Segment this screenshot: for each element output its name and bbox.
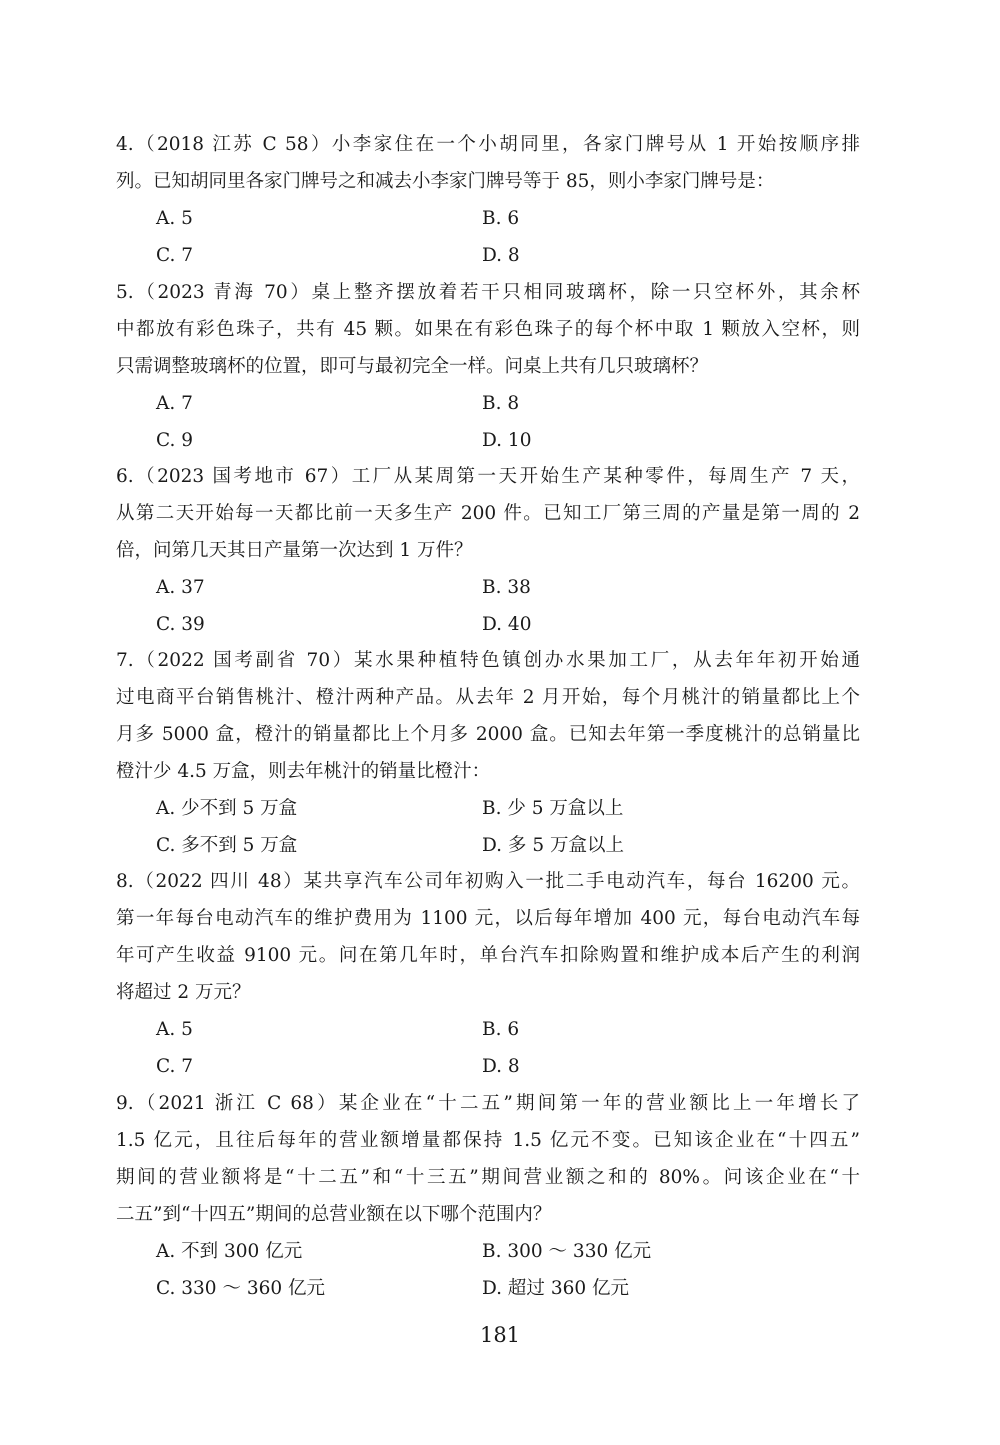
option-a: A. 5 xyxy=(156,1019,193,1040)
option-d: D. 8 xyxy=(482,1056,520,1077)
answer-options xyxy=(116,569,860,643)
option-a: A. 不到 300 亿元 xyxy=(156,1241,303,1262)
question-stem-line: 4.（2018 江苏 C 58）小李家住在一个小胡同里，各家门牌号从 1 开始按顺序排 xyxy=(116,134,860,155)
question-7 xyxy=(116,642,860,864)
option-a: A. 37 xyxy=(156,577,205,598)
question-5 xyxy=(116,274,860,459)
question-stem-line: 中都放有彩色珠子，共有 45 颗。如果在有彩色珠子的每个杯中取 1 颗放入空杯，则 xyxy=(116,319,860,340)
option-d: D. 40 xyxy=(482,614,532,635)
question-4 xyxy=(116,126,860,274)
question-stem-line: 列。已知胡同里各家门牌号之和减去小李家门牌号等于 85，则小李家门牌号是： xyxy=(116,171,775,192)
question-9 xyxy=(116,1085,860,1307)
option-a: A. 7 xyxy=(156,393,193,414)
question-stem-line: 年可产生收益 9100 元。问在第几年时，单台汽车扣除购置和维护成本后产生的利润 xyxy=(116,945,860,966)
question-6 xyxy=(116,458,860,643)
answer-options xyxy=(116,790,860,864)
option-a: A. 少不到 5 万盒 xyxy=(156,798,298,819)
answer-options xyxy=(116,200,860,274)
answer-options xyxy=(116,1233,860,1307)
question-8 xyxy=(116,863,860,1085)
question-stem-line: 9.（2021 浙江 C 68）某企业在“十二五”期间第一年的营业额比上一年增长了 xyxy=(116,1093,860,1114)
question-stem-line: 5.（2023 青海 70）桌上整齐摆放着若干只相同玻璃杯，除一只空杯外，其余杯 xyxy=(116,282,860,303)
option-b: B. 少 5 万盒以上 xyxy=(482,798,624,819)
option-c: C. 9 xyxy=(156,430,194,451)
option-c: C. 330 ～ 360 亿元 xyxy=(156,1278,326,1299)
question-stem-line: 只需调整玻璃杯的位置，即可与最初完全一样。问桌上共有几只玻璃杯？ xyxy=(116,356,709,377)
option-b: B. 8 xyxy=(482,393,520,414)
option-c: C. 39 xyxy=(156,614,205,635)
option-b: B. 38 xyxy=(482,577,531,598)
option-d: D. 10 xyxy=(482,430,532,451)
option-d: D. 多 5 万盒以上 xyxy=(482,835,624,856)
option-c: C. 多不到 5 万盒 xyxy=(156,835,298,856)
option-b: B. 300 ～ 330 亿元 xyxy=(482,1241,652,1262)
option-b: B. 6 xyxy=(482,1019,520,1040)
question-stem-line: 月多 5000 盒，橙汁的销量都比上个月多 2000 盒。已知去年第一季度桃汁的总销量比 xyxy=(116,724,860,745)
question-stem-line: 橙汁少 4.5 万盒，则去年桃汁的销量比橙汁： xyxy=(116,761,491,782)
question-stem-line: 将超过 2 万元？ xyxy=(116,982,251,1003)
option-c: C. 7 xyxy=(156,1056,194,1077)
question-stem-line: 第一年每台电动汽车的维护费用为 1100 元，以后每年增加 400 元，每台电动汽车每 xyxy=(116,908,860,929)
question-stem-line: 8.（2022 四川 48）某共享汽车公司年初购入一批二手电动汽车，每台 16200 元。 xyxy=(116,871,860,892)
answer-options xyxy=(116,385,860,459)
option-d: D. 8 xyxy=(482,245,520,266)
question-stem-line: 二五”到“十四五”期间的总营业额在以下哪个范围内？ xyxy=(116,1204,552,1225)
answer-options xyxy=(116,1011,860,1085)
question-stem-line: 从第二天开始每一天都比前一天多生产 200 件。已知工厂第三周的产量是第一周的 2 xyxy=(116,503,860,524)
page-number: 181 xyxy=(479,1323,521,1347)
option-c: C. 7 xyxy=(156,245,194,266)
question-stem-line: 倍，问第几天其日产量第一次达到 1 万件？ xyxy=(116,540,473,561)
question-stem-line: 过电商平台销售桃汁、橙汁两种产品。从去年 2 月开始，每个月桃汁的销量都比上个 xyxy=(116,687,860,708)
option-d: D. 超过 360 亿元 xyxy=(482,1278,630,1299)
option-a: A. 5 xyxy=(156,208,193,229)
question-stem-line: 6.（2023 国考地市 67）工厂从某周第一天开始生产某种零件，每周生产 7 天， xyxy=(116,466,860,487)
option-b: B. 6 xyxy=(482,208,520,229)
question-stem-line: 1.5 亿元，且往后每年的营业额增量都保持 1.5 亿元不变。已知该企业在“十四五” xyxy=(116,1130,860,1151)
question-stem-line: 7.（2022 国考副省 70）某水果种植特色镇创办水果加工厂，从去年年初开始通 xyxy=(116,650,860,671)
question-stem-line: 期间的营业额将是“十二五”和“十三五”期间营业额之和的 80%。问该企业在“十 xyxy=(116,1167,860,1188)
